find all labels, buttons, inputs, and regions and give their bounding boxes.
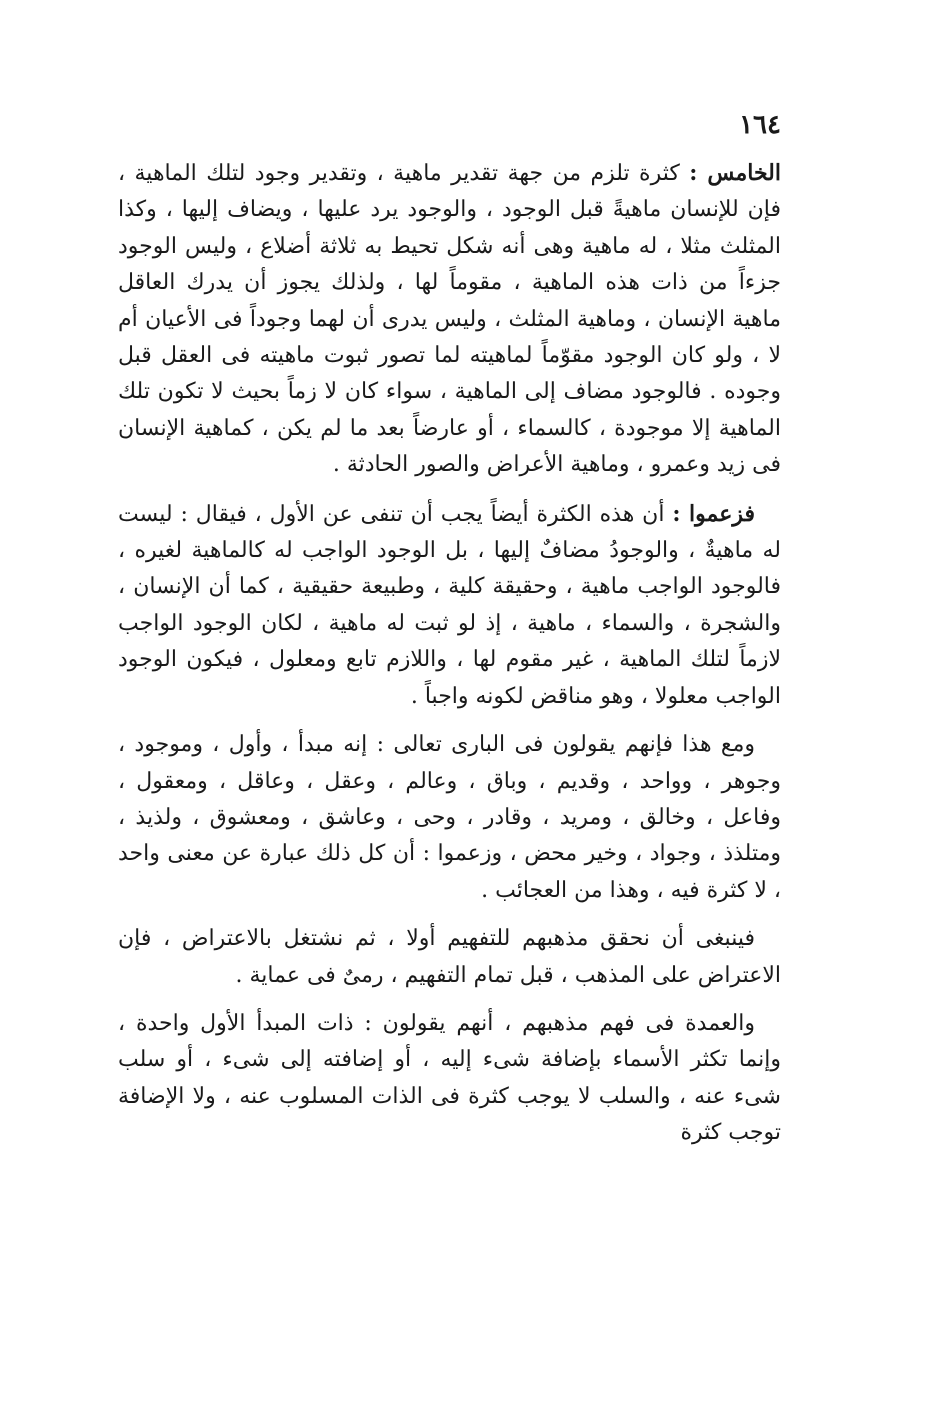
paragraph-1 <box>118 155 781 484</box>
paragraph-text: كثرة تلزم من جهة تقدير ماهية ، وتقدير وجود لتلك الماهية ، فإن للإنسان ماهيةً قبل الوجود ، والوجود يرد عليها ، ويضاف إليها ، وكذا المثلث مثلا ، له ماهية وهى أنه شكل تحيط به ثلاثة أضلاع ، وليس الوجود جزءاً من ذات هذه الماهية ، مقوماً لها ، ولذلك يجوز أن يدرك العاقل ماهية الإنسان ، وماهية المثلث ، وليس يدرى أن لهما وجوداً فى الأعيان أم لا ، ولو كان الوجود مقوّماً لماهيته لما تصور ثبوت ماهيته فى العقل قبل وجوده . فالوجود مضاف إلى الماهية ، سواء كان لا زماً بحيث لا تكون تلك الماهية إلا موجودة ، كالسماء ، أو عارضاً بعد ما لم يكن ، كماهية الإنسان فى زيد وعمرو ، وماهية الأعراض والصور الحادثة . <box>118 161 781 478</box>
paragraph-lead: الخامس : <box>689 160 781 186</box>
paragraph-text: أن هذه الكثرة أيضاً يجب أن تنفى عن الأول ، فيقال : ليست له ماهيةٌ ، والوجودُ مضافٌ إليها ، بل الوجود الواجب له كالماهية لغيره ، فالوجود الواجب ماهية ، وحقيقة كلية ، وطبيعة حقيقية ، كما أن الإنسان ، والشجرة ، والسماء ، ماهية ، إذ لو ثبت له ماهية ، لكان الوجود الواجب لازماً لتلك الماهية ، غير مقوم لها ، واللازم تابع ومعلول ، فيكون الوجود الواجب معلولا ، وهو مناقض لكونه واجباً . <box>118 501 781 709</box>
page-number: ١٦٤ <box>739 110 781 140</box>
paragraph-4 <box>118 921 781 994</box>
paragraph-text: فينبغى أن نحقق مذهبهم للتفهيم أولا ، ثم نشتغل بالاعتراض ، فإن الاعتراض على المذهب ، قبل تمام التفهيم ، رمىٌ فى عماية . <box>118 926 781 988</box>
paragraph-text: ومع هذا فإنهم يقولون فى البارى تعالى : إنه مبدأ ، وأول ، وموجود ، وجوهر ، وواحد ، وقديم ، وباق ، وعالم ، وعقل ، وعاقل ، ومعقول ، وفاعل ، وخالق ، ومريد ، وقادر ، وحى ، وعاشق ، ومعشوق ، ولذيذ ، ومتلذذ ، وجواد ، وخير محض ، وزعموا : أن كل ذلك عبارة عن معنى واحد ، لا كثرة فيه ، وهذا من العجائب . <box>118 732 781 903</box>
paragraph-text: والعمدة فى فهم مذهبهم ، أنهم يقولون : ذات المبدأ الأول واحدة ، وإنما تكثر الأسماء بإضافة شىء إليه ، أو إضافته إلى شىء ، أو سلب شىء عنه ، والسلب لا يوجب كثرة فى الذات المسلوب عنه ، ولا الإضافة توجب كثرة <box>118 1010 781 1146</box>
paragraph-3 <box>118 727 781 909</box>
paragraph-2 <box>118 496 781 715</box>
paragraph-lead: فزعموا : <box>672 500 755 527</box>
paragraph-5 <box>118 1006 781 1152</box>
body-text <box>118 155 781 1164</box>
